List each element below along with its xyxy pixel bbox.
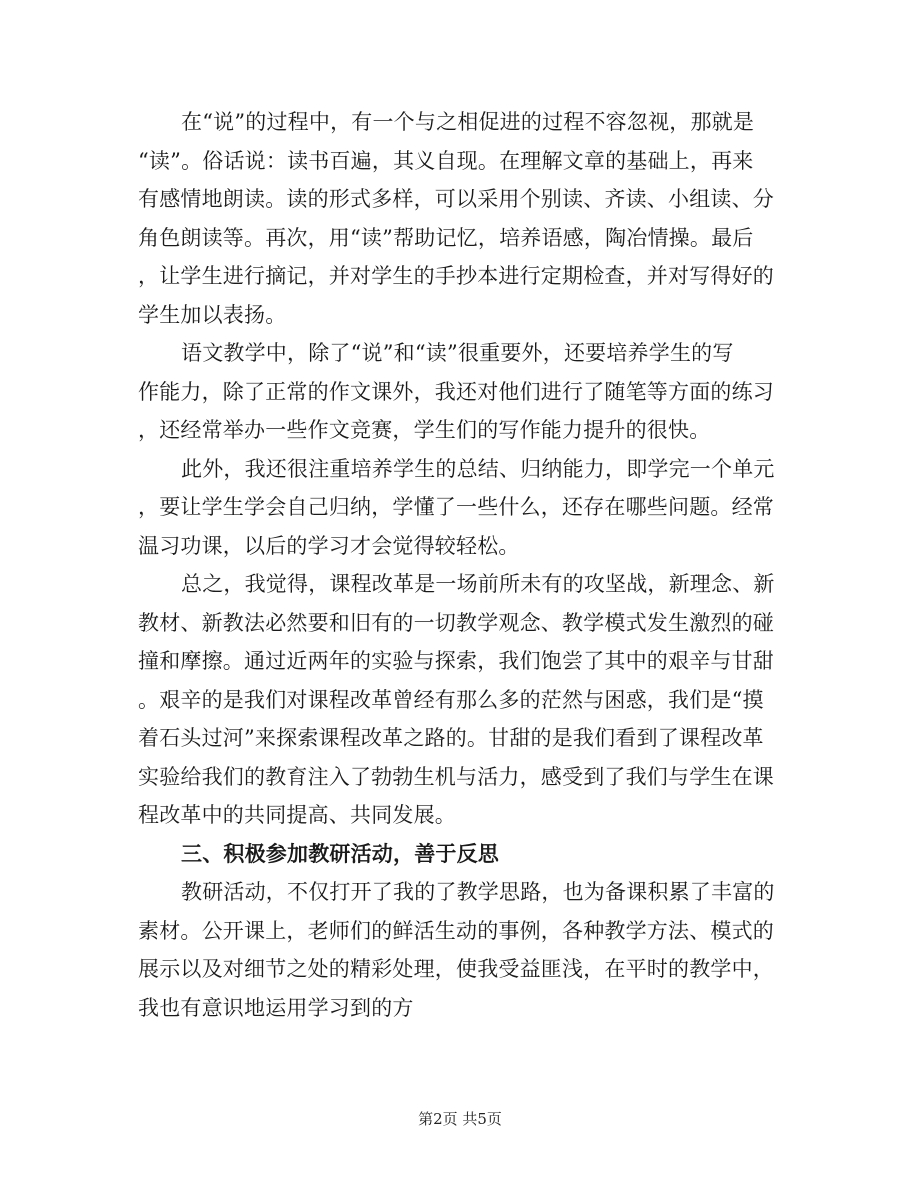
text-line: 学生加以表扬。 <box>138 302 287 327</box>
text-line: “读”。俗话说：读书百遍，其义自现。在理解文章的基础上，再来 <box>138 148 754 173</box>
text-line: 温习功课，以后的学习才会觉得较轻松。 <box>138 533 520 558</box>
text-line: 我也有意识地运用学习到的方 <box>138 995 414 1020</box>
text-line: 展示以及对细节之处的精彩处理，使我受益匪浅，在平时的教学中， <box>138 957 774 981</box>
text-line: 作能力，除了正常的作文课外，我还对他们进行了随笔等方面的练习 <box>138 379 774 404</box>
text-line: 有感情地朗读。读的形式多样，可以采用个别读、齐读、小组读、分 <box>138 187 774 211</box>
text-line: 语文教学中，除了“说”和“读”很重要外，还要培养学生的写 <box>181 341 734 365</box>
text-line: 着石头过河”来探索课程改革之路的。甘甜的是我们看到了课程改革 <box>138 726 764 750</box>
text-line: 在“说”的过程中，有一个与之相促进的过程不容忽视，那就是 <box>181 110 755 134</box>
text-line: 教研活动，不仅打开了我的了教学思路，也为备课积累了丰富的 <box>181 880 775 904</box>
section-heading: 三、积极参加教研活动，善于反思 <box>181 840 499 866</box>
text-line: 撞和摩擦。通过近两年的实验与探索，我们饱尝了其中的艰辛与甘甜 <box>138 649 774 673</box>
text-line: 素材。公开课上，老师们的鲜活生动的事例，各种教学方法、模式的 <box>138 918 774 943</box>
document-body <box>138 103 788 1027</box>
text-line: 此外，我还很注重培养学生的总结、归纳能力，即学完一个单元 <box>181 456 775 481</box>
page-footer: 第2页 共5页 <box>418 1110 502 1128</box>
text-line: 程改革中的共同提高、共同发展。 <box>138 803 456 827</box>
text-line: 。艰辛的是我们对课程改革曾经有那么多的茫然与困惑，我们是“摸 <box>138 687 764 712</box>
text-line: 角色朗读等。再次，用“读”帮助记忆，培养语感，陶冶情操。最后 <box>138 225 754 250</box>
text-line: ，让学生进行摘记，并对学生的手抄本进行定期检查，并对写得好的 <box>138 264 774 288</box>
text-line: 总之，我觉得，课程改革是一场前所未有的攻坚战，新理念、新 <box>181 572 775 596</box>
text-line: 实验给我们的教育注入了勃勃生机与活力，感受到了我们与学生在课 <box>138 764 774 789</box>
text-line: ，要让学生学会自己归纳，学懂了一些什么，还存在哪些问题。经常 <box>138 495 774 519</box>
text-line: 教材、新教法必然要和旧有的一切教学观念、教学模式发生激烈的碰 <box>138 610 774 635</box>
text-line: ，还经常举办一些作文竞赛，学生们的写作能力提升的很快。 <box>138 418 711 442</box>
